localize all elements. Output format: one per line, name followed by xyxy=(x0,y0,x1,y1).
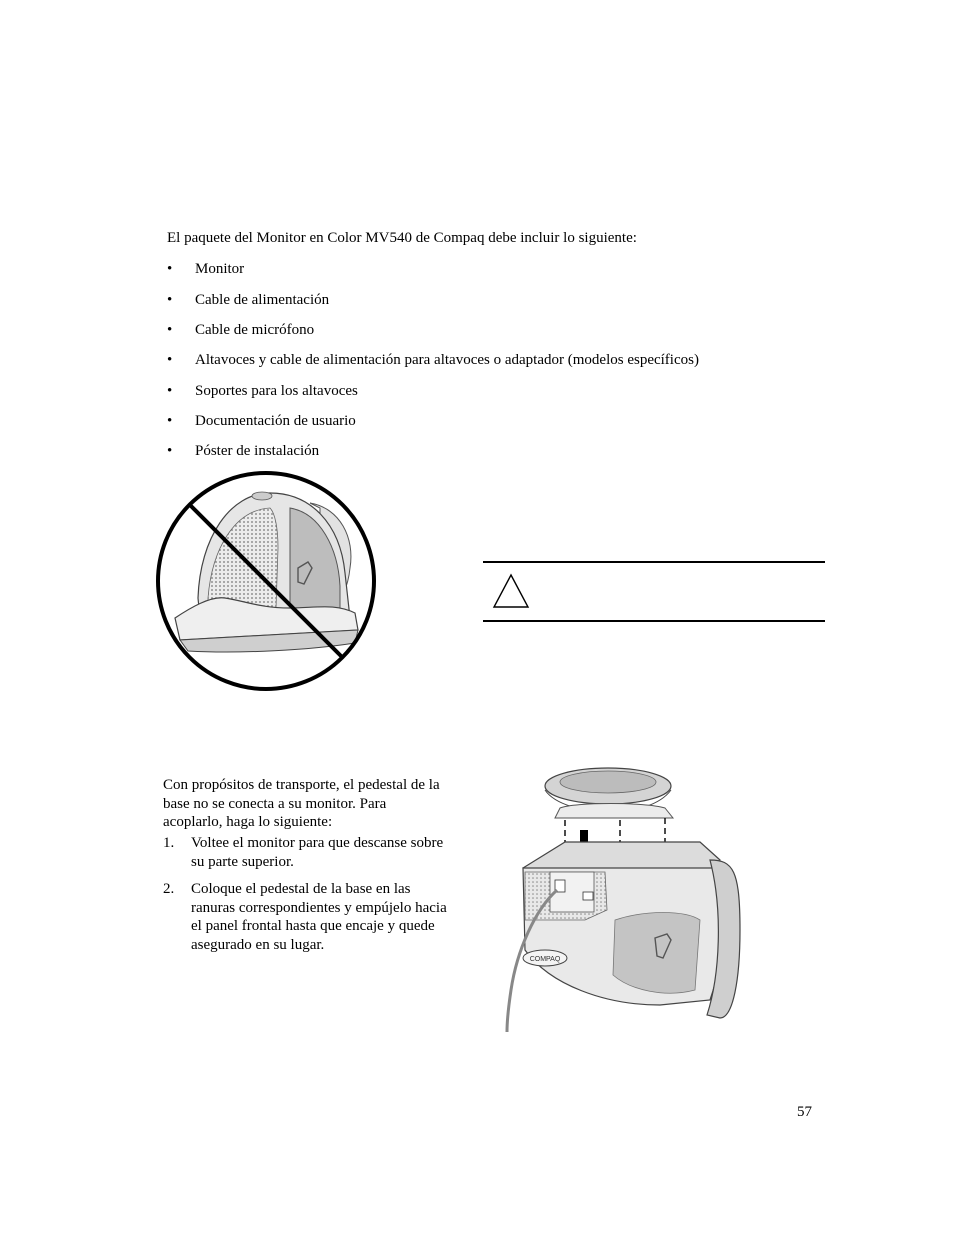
page-number: 57 xyxy=(797,1104,812,1120)
step-number: 1. xyxy=(163,835,175,851)
list-item: • Soportes para los altavoces xyxy=(167,383,358,399)
list-item: • Altavoces y cable de alimentación para altavoces o adaptador (modelos específicos) xyxy=(167,352,699,368)
bullet-icon: • xyxy=(167,322,173,338)
list-item: • Documentación de usuario xyxy=(167,413,356,429)
prohibited-monitor-illustration xyxy=(150,468,382,696)
monitor-logo-text: COMPAQ xyxy=(529,956,561,963)
bullet-icon: • xyxy=(167,292,173,308)
bullet-icon: • xyxy=(167,352,173,368)
intro-text: El paquete del Monitor en Color MV540 de Compaq debe incluir lo siguiente: xyxy=(167,230,637,246)
pedestal-attachment-illustration xyxy=(495,760,755,1035)
caution-rule-top xyxy=(483,561,825,563)
bullet-icon: • xyxy=(167,261,173,277)
list-item: • Cable de alimentación xyxy=(167,292,330,308)
step-2 xyxy=(163,880,453,954)
transport-paragraph: Con propósitos de transporte, el pedestal de la base no se conecta a su monitor. Para acoplarlo, haga lo siguiente: xyxy=(163,777,440,830)
bullet-icon: • xyxy=(167,383,173,399)
list-item: • Cable de micrófono xyxy=(167,322,315,338)
bullet-icon: • xyxy=(167,413,173,429)
list-item: • Póster de instalación xyxy=(167,443,320,459)
bullet-icon: • xyxy=(167,443,173,459)
list-item: • Monitor xyxy=(167,261,245,277)
step-number: 2. xyxy=(163,881,175,897)
step-1 xyxy=(163,834,453,871)
step-text: Coloque el pedestal de la base en las ranuras correspondientes y empújelo hacia el panel frontal hasta que encaje y quede asegurado en su lugar. xyxy=(191,881,447,953)
step-text: Voltee el monitor para que descanse sobre su parte superior. xyxy=(191,835,444,870)
caution-triangle-icon xyxy=(491,572,531,610)
caution-rule-bottom xyxy=(483,620,825,622)
